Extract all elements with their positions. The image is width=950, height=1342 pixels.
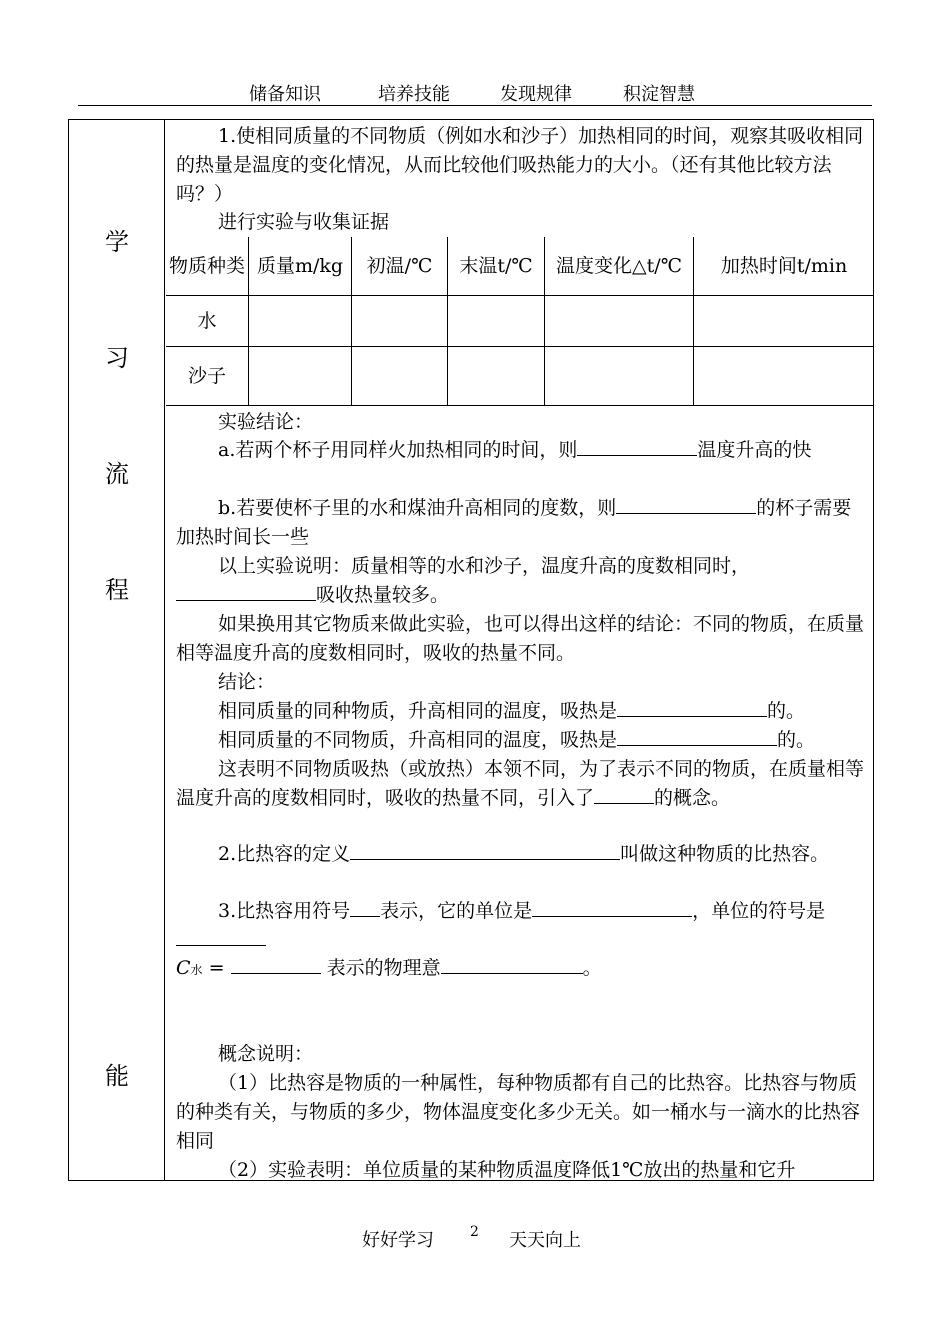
- answer-blank[interactable]: [176, 582, 316, 601]
- answer-blank[interactable]: [577, 437, 697, 456]
- symbol-line: [176, 897, 865, 955]
- answer-blank[interactable]: [441, 955, 583, 974]
- table-cell[interactable]: [694, 295, 875, 346]
- answer-blank[interactable]: [594, 785, 654, 804]
- header-item: 发现规律: [500, 84, 572, 105]
- definition-text: 2.比热容的定义: [218, 843, 351, 865]
- footer-left: 好好学习: [362, 1230, 434, 1251]
- table-header-cell: 末温t/℃: [448, 237, 545, 295]
- conclusion-f-text-end: 的。: [767, 700, 806, 722]
- conclusion-h-text: 这表明不同物质吸热（或放热）本领不同，为了表示不同的物质，在质量相等温度升高的度数相同时，吸收的热量不同，引入了: [176, 758, 865, 809]
- conclusion-c-text-end: 吸收热量较多。: [316, 584, 450, 606]
- conclusion-a-text: a.若两个杯子用同样火加热相同的时间，则: [218, 439, 578, 461]
- symbol-subscript: 水: [190, 963, 203, 977]
- experiment-heading: 进行实验与收集证据: [218, 211, 390, 233]
- conclusion-a: [176, 436, 865, 465]
- conclusion-b-text-end: 的杯子需要加热时间长一些: [176, 497, 852, 548]
- header-divider: [78, 105, 872, 106]
- answer-blank[interactable]: [532, 898, 692, 917]
- table-row: [166, 295, 874, 346]
- symbol-text: 3.比热容用符号: [218, 900, 351, 922]
- table-cell[interactable]: [249, 295, 352, 346]
- conclusion-c-text: 以上实验说明：质量相等的水和沙子，温度升高的度数相同时，: [218, 555, 751, 577]
- table-cell[interactable]: [545, 295, 694, 346]
- sidebar-char: 能: [105, 1062, 129, 1090]
- sidebar-char: 习: [105, 344, 129, 372]
- intro-paragraph: 1.使相同质量的不同物质（例如水和沙子）加热相同的时间，观察其吸收相同的热量是温度的变化情况，从而比较他们吸热能力的大小。（还有其他比较方法吗？）: [176, 125, 864, 205]
- answer-blank[interactable]: [617, 698, 767, 717]
- header-item: 积淀智慧: [623, 84, 695, 105]
- conclusion-title: 实验结论：: [218, 411, 314, 433]
- sidebar-char: 流: [105, 460, 129, 488]
- conclusion-f: [176, 697, 865, 726]
- answer-blank[interactable]: [617, 727, 777, 746]
- conclusion-a-text-end: 温度升高的快: [697, 439, 812, 461]
- answer-blank[interactable]: [350, 841, 620, 860]
- table-header-cell: 温度变化△t/℃: [545, 237, 694, 295]
- symbol-text: ，单位的符号是: [692, 900, 826, 922]
- answer-blank[interactable]: [350, 898, 380, 917]
- water-specific-heat-line: [176, 954, 865, 985]
- table-cell[interactable]: [448, 295, 545, 346]
- table-cell[interactable]: [352, 295, 448, 346]
- table-cell[interactable]: [694, 346, 875, 405]
- header-item: 储备知识: [249, 84, 321, 105]
- conclusion-f-text: 相同质量的同种物质，升高相同的温度，吸热是: [218, 700, 618, 722]
- content-column: [166, 120, 873, 1180]
- conclusion-e-title: 结论：: [218, 671, 276, 693]
- answer-blank[interactable]: [616, 495, 756, 514]
- table-header-row: [166, 237, 874, 295]
- header-item: 培养技能: [378, 84, 450, 105]
- answer-blank[interactable]: [176, 927, 266, 946]
- conclusion-h: [176, 755, 865, 813]
- table-cell: 水: [166, 295, 249, 346]
- table-cell[interactable]: [545, 346, 694, 405]
- sidebar-char: 程: [105, 576, 129, 604]
- meaning-text: 表示的物理意: [320, 957, 441, 979]
- definition-text-end: 叫做这种物质的比热容。: [620, 843, 830, 865]
- period: 。: [582, 957, 602, 979]
- sidebar-char: 学: [105, 228, 129, 256]
- table-header-cell: 质量m/kg: [249, 237, 352, 295]
- table-cell: 沙子: [166, 346, 249, 405]
- page-header: [0, 80, 950, 106]
- conclusion-c: [176, 552, 865, 610]
- symbol-c: C: [176, 957, 191, 979]
- table-cell[interactable]: [352, 346, 448, 405]
- section-divider: [166, 405, 873, 406]
- table-header-cell: 初温/℃: [352, 237, 448, 295]
- table-cell[interactable]: [249, 346, 352, 405]
- table-row: [166, 346, 874, 405]
- table-cell[interactable]: [448, 346, 545, 405]
- conclusion-d: 如果换用其它物质来做此实验，也可以得出这样的结论：不同的物质，在质量相等温度升高的度数相同时，吸收的热量不同。: [176, 613, 865, 664]
- concept-paragraph-1: （1）比热容是物质的一种属性，每种物质都有自己的比热容。比热容与物质的种类有关，与物质的多少，物体温度变化多少无关。如一桶水与一滴水的比热容相同: [176, 1072, 861, 1152]
- conclusion-g: [176, 726, 865, 755]
- conclusion-b: [176, 494, 865, 552]
- page-number: 2: [470, 1224, 479, 1240]
- symbol-text: 表示，它的单位是: [380, 900, 533, 922]
- conclusion-g-text-end: 的。: [777, 729, 816, 751]
- footer-right: 天天向上: [509, 1230, 581, 1251]
- conclusion-g-text: 相同质量的不同物质，升高相同的温度，吸热是: [218, 729, 618, 751]
- sidebar-label-column: [69, 120, 165, 1180]
- worksheet-frame: [68, 119, 874, 1181]
- equals-sign: =: [202, 957, 231, 979]
- experiment-table: [166, 237, 874, 406]
- answer-blank[interactable]: [231, 955, 321, 974]
- concept-title: 概念说明：: [218, 1043, 314, 1065]
- conclusion-b-text: b.若要使杯子里的水和煤油升高相同的度数，则: [218, 497, 617, 519]
- table-header-cell: 加热时间t/min: [694, 237, 875, 295]
- definition-line: [176, 840, 865, 869]
- conclusion-h-text-end: 的概念。: [654, 787, 731, 809]
- concept-paragraph-2: （2）实验表明：单位质量的某种物质温度降低1℃放出的热量和它升: [218, 1159, 796, 1181]
- table-header-cell: 物质种类: [166, 237, 249, 295]
